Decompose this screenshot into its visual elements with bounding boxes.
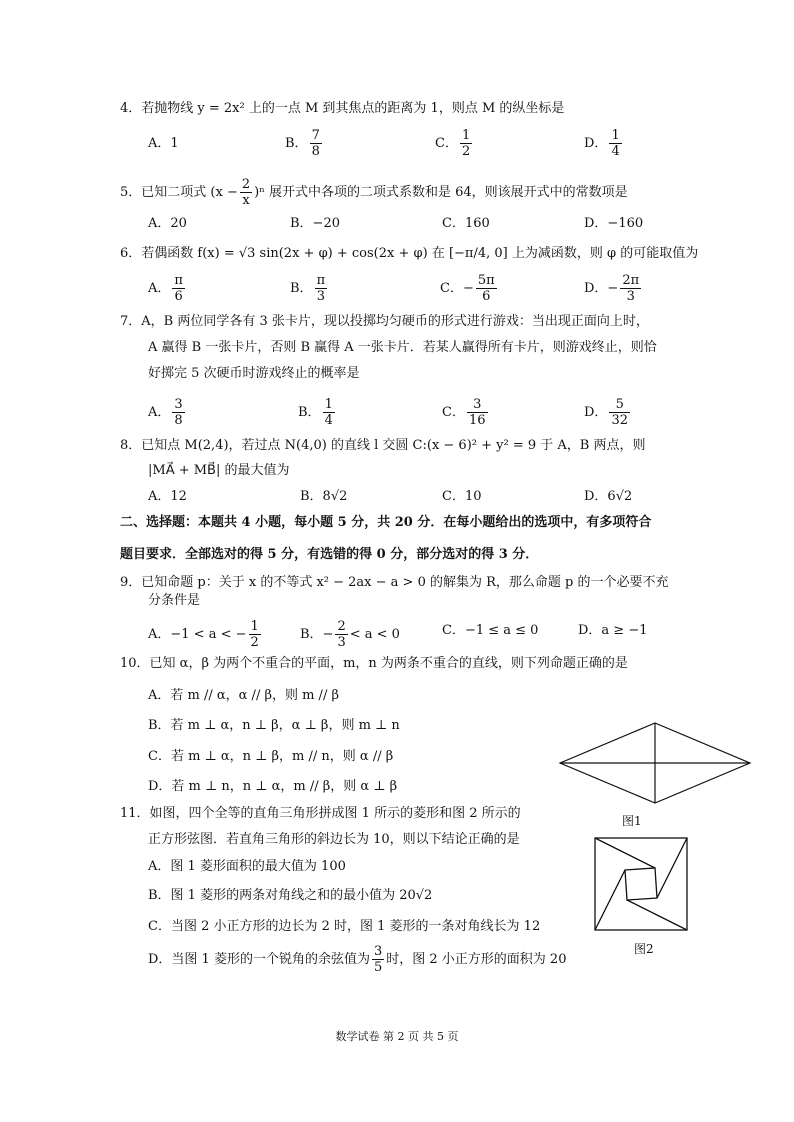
denominator: 2 — [461, 144, 471, 159]
q9-option-d: D．a ≥ −1 — [578, 623, 648, 638]
q6-stem: 6．若偶函数 f(x) = √3 sin(2x + φ) + cos(2x + φ) 在 [−π/4, 0] 上为减函数，则 φ 的可能取值为 — [120, 246, 699, 261]
q10-option-d: D．若 m ⊥ n，n ⊥ α，m // β，则 α ⊥ β — [148, 779, 398, 794]
q7-option-a — [148, 397, 187, 428]
denominator: x — [242, 193, 250, 208]
option-letter: D． — [584, 405, 608, 420]
fraction — [323, 397, 335, 428]
fraction — [335, 619, 347, 650]
numerator: 3 — [467, 397, 488, 413]
q5-option-a: A．20 — [148, 216, 187, 231]
fraction — [620, 273, 641, 304]
option-letter: B． — [290, 281, 313, 296]
fraction — [460, 128, 472, 159]
section2-heading-line1: 二、选择题：本题共 4 小题，每小题 5 分，共 20 分．在每小题给出的选项中，有多项符合 — [120, 515, 652, 530]
triangle-leg-3 — [627, 900, 687, 930]
fraction — [467, 397, 488, 428]
figure-2-square — [593, 836, 689, 932]
q11-line1: 11．如图，四个全等的直角三角形拼成图 1 所示的菱形和图 2 所示的 — [120, 806, 521, 821]
denominator: 3 — [626, 289, 635, 304]
q5-prefix: 5．已知二项式 — [120, 185, 207, 200]
q10-option-b: B．若 m ⊥ α，n ⊥ β，α ⊥ β，则 m ⊥ n — [148, 718, 400, 733]
triangle-leg-4 — [595, 870, 625, 930]
q7-line2: A 赢得 B 一张卡片，否则 B 赢得 A 一张卡片．若某人赢得所有卡片，则游戏终止，则恰 — [148, 340, 657, 355]
denominator: 4 — [611, 144, 620, 159]
fraction — [240, 177, 252, 208]
option-letter: B． — [285, 136, 308, 151]
denominator: 2 — [250, 635, 259, 650]
q5-suffix: ⁿ 展开式中各项的二项式系数和是 64，则该展开式中的常数项是 — [259, 185, 628, 200]
q10-option-a: A．若 m // α，α // β，则 m // β — [148, 688, 339, 703]
denominator: 32 — [611, 413, 628, 428]
q9-option-c: C．−1 ≤ a ≤ 0 — [442, 623, 539, 638]
fraction — [172, 273, 185, 304]
q11-option-b: B．图 1 菱形的两条对角线之和的最小值为 20√2 — [148, 888, 433, 903]
denominator: 6 — [482, 289, 491, 304]
option-letter: A． — [148, 405, 171, 420]
fraction — [476, 273, 497, 304]
q11-line2: 正方形弦图．若直角三角形的斜边长为 10，则以下结论正确的是 — [148, 832, 520, 847]
fraction — [372, 944, 384, 975]
option-letter: C． — [442, 405, 465, 420]
numerator: 3 — [373, 944, 383, 959]
fraction — [609, 397, 630, 428]
q8-option-b: B．8√2 — [300, 489, 348, 504]
fraction — [609, 128, 621, 159]
fraction — [249, 619, 261, 650]
numerator: 5 — [609, 397, 630, 413]
option-letter: C．− — [440, 281, 474, 296]
q5-stem — [120, 177, 628, 208]
fraction — [315, 273, 328, 304]
triangle-leg-1 — [595, 838, 655, 868]
option-tail: < a < 0 — [349, 627, 400, 642]
q7-line3: 好掷完 5 次硬币时游戏终止的概率是 — [148, 366, 360, 381]
figure-1-caption: 图1 — [622, 814, 642, 828]
denominator: 4 — [324, 413, 333, 428]
q7-line1: 7．A，B 两位同学各有 3 张卡片，现以投掷均匀硬币的形式进行游戏：当出现正面向上时， — [120, 314, 649, 329]
q8-line2: |MA⃗ + MB⃗| 的最大值为 — [148, 463, 290, 478]
binomial-expression — [210, 177, 260, 208]
inner-square — [625, 868, 657, 900]
triangle-leg-2 — [657, 838, 687, 898]
q10-option-c: C．若 m ⊥ α，n ⊥ β，m // n，则 α // β — [148, 749, 394, 764]
denominator: 6 — [174, 289, 183, 304]
q4-stem: 4．若抛物线 y = 2x² 上的一点 M 到其焦点的距离为 1，则点 M 的纵坐标是 — [120, 101, 565, 116]
numerator: 2 — [241, 177, 251, 192]
denominator: 3 — [316, 289, 325, 304]
denominator: 3 — [337, 635, 346, 650]
q7-option-b — [298, 397, 337, 428]
denominator: 8 — [174, 413, 183, 428]
page-footer: 数学试卷 第 2 页 共 5 页 — [335, 1030, 459, 1043]
outer-square — [595, 838, 687, 930]
option-tail: 时，图 2 小正方形的面积为 20 — [386, 952, 567, 967]
q6-option-a — [148, 273, 187, 304]
q8-option-d: D．6√2 — [584, 489, 633, 504]
q4-option-b — [285, 128, 324, 159]
option-letter: A．−1 < a < − — [148, 627, 247, 642]
denominator: 8 — [311, 144, 320, 159]
q8-line1: 8．已知点 M(2,4)，若过点 N(4,0) 的直线 l 交圆 C:(x − 6)² + y² = 9 于 A，B 两点，则 — [120, 438, 646, 453]
q11-option-a: A．图 1 菱形面积的最大值为 100 — [148, 859, 346, 874]
option-letter: A． — [148, 281, 171, 296]
q5-option-b: B．−20 — [290, 216, 340, 231]
numerator: π — [316, 273, 326, 288]
fraction — [310, 128, 322, 159]
q8-option-a: A．12 — [148, 489, 187, 504]
figure-2-caption: 图2 — [634, 942, 654, 956]
q6-option-c — [440, 273, 499, 304]
option-text: D．当图 1 菱形的一个锐角的余弦值为 — [148, 952, 370, 967]
numerator: 1 — [611, 128, 620, 143]
q4-option-d — [584, 128, 624, 159]
q10-stem: 10．已知 α，β 为两个不重合的平面，m，n 为两条不重合的直线，则下列命题正确的是 — [120, 656, 628, 671]
q4-option-c — [435, 128, 474, 159]
numerator: 7 — [311, 128, 320, 143]
q6-option-d — [584, 273, 643, 304]
numerator: 1 — [324, 397, 333, 412]
numerator: π — [174, 273, 183, 288]
option-letter: B．− — [300, 627, 334, 642]
q4-option-a: A．1 — [148, 136, 179, 151]
q7-option-d — [584, 397, 632, 428]
section2-heading-line2: 题目要求．全部选对的得 5 分，有选错的得 0 分，部分选对的得 3 分． — [120, 547, 539, 562]
q5-option-d: D．−160 — [584, 216, 644, 231]
q9-line1: 9．已知命题 p：关于 x 的不等式 x² − 2ax − a > 0 的解集为 R，那么命题 p 的一个必要不充 — [120, 575, 669, 590]
q9-option-a — [148, 619, 263, 650]
q7-option-c — [442, 397, 490, 428]
q6-option-b — [290, 273, 329, 304]
figure-1-rhombus — [555, 718, 755, 808]
fraction — [172, 397, 184, 428]
denominator: 16 — [468, 413, 486, 428]
option-letter: D．− — [584, 281, 619, 296]
q9-line2: 分条件是 — [148, 593, 201, 608]
q11-option-c: C．当图 2 小正方形的边长为 2 时，图 1 菱形的一条对角线长为 12 — [148, 919, 541, 934]
numerator: 2 — [337, 619, 346, 634]
binomial-left: (x − — [210, 185, 238, 200]
option-letter: C． — [435, 136, 458, 151]
option-letter: B． — [298, 405, 321, 420]
q9-option-b — [300, 619, 400, 650]
numerator: 3 — [174, 397, 183, 412]
numerator: 1 — [461, 128, 471, 143]
q11-option-d — [148, 944, 566, 975]
numerator: 2π — [622, 273, 640, 288]
q8-option-c: C．10 — [442, 489, 482, 504]
numerator: 5π — [477, 273, 495, 288]
q5-option-c: C．160 — [442, 216, 490, 231]
binomial-right: ) — [254, 185, 260, 200]
numerator: 1 — [250, 619, 259, 634]
denominator: 5 — [373, 960, 383, 975]
option-letter: D． — [584, 136, 608, 151]
